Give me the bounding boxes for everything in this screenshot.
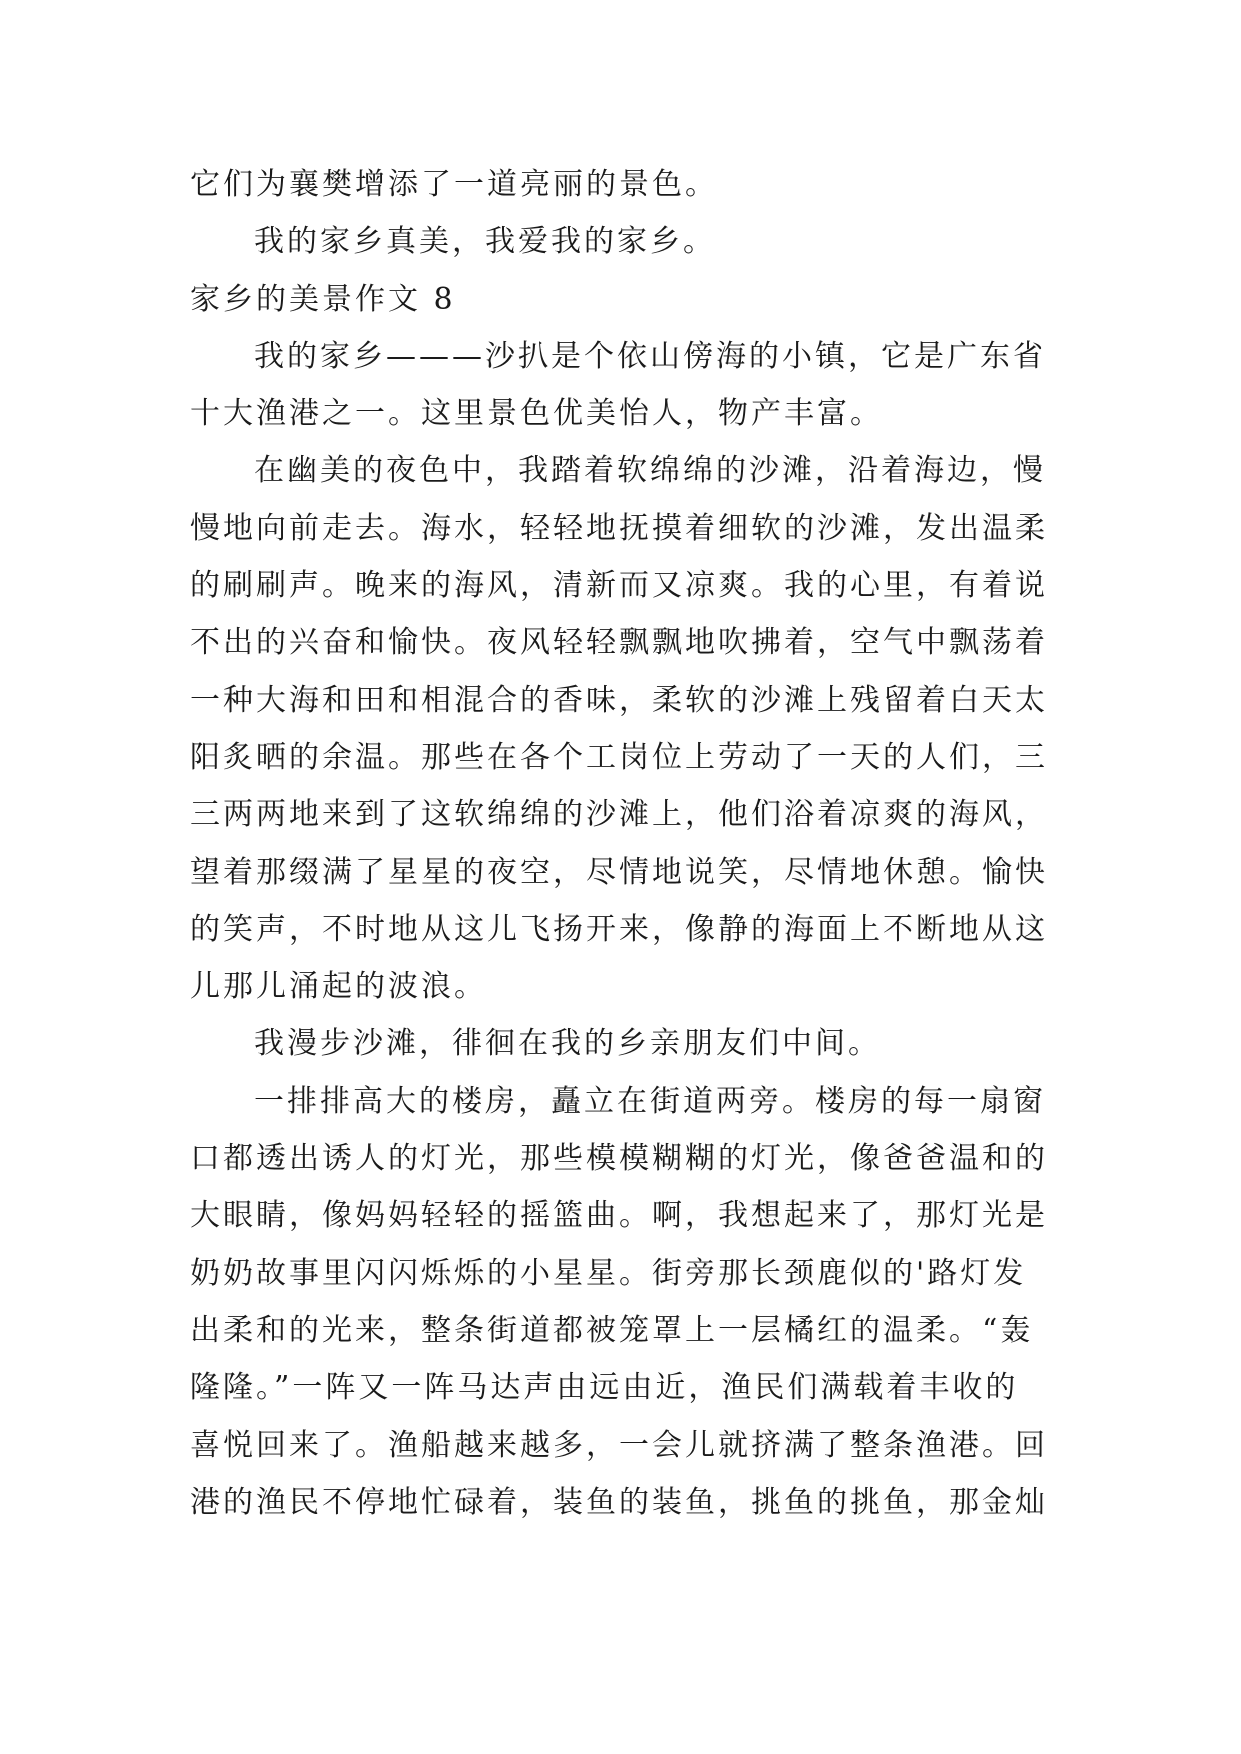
text-line: 三两两地来到了这软绵绵的沙滩上，他们浴着凉爽的海风， xyxy=(190,797,1048,833)
text-line: 口都透出诱人的灯光，那些模模糊糊的灯光，像爸爸温和的 xyxy=(190,1141,1048,1177)
text-line: 出柔和的光来，整条街道都被笼罩上一层橘红的温柔。“轰 xyxy=(190,1312,1034,1348)
text-line: 奶奶故事里闪闪烁烁的小星星。街旁那长颈鹿似的'路灯发 xyxy=(190,1255,1027,1291)
text-line: 儿那儿涌起的波浪。 xyxy=(190,969,487,1005)
text-line: 它们为襄樊增添了一道亮丽的景色。 xyxy=(190,167,718,202)
text-line: 一种大海和田和相混合的香味，柔软的沙滩上残留着白天太 xyxy=(190,682,1048,718)
text-line: 我的家乡真美，我爱我的家乡。 xyxy=(254,224,716,260)
text-line: 隆隆。”一阵又一阵马达声由远由近，渔民们满载着丰收的 xyxy=(190,1370,1019,1406)
document-body xyxy=(190,156,1050,1531)
text-line: 一排排高大的楼房，矗立在街道两旁。楼房的每一扇窗 xyxy=(254,1083,1046,1119)
text-line: 我漫步沙滩，徘徊在我的乡亲朋友们中间。 xyxy=(254,1026,881,1062)
text-line: 阳炙晒的余温。那些在各个工岗位上劳动了一天的人们，三 xyxy=(190,739,1048,775)
text-line: 的笑声，不时地从这儿飞扬开来，像静的海面上不断地从这 xyxy=(190,911,1048,947)
text-line: 的刷刷声。晚来的海风，清新而又凉爽。我的心里，有着说 xyxy=(190,568,1048,604)
text-line: 慢地向前走去。海水，轻轻地抚摸着细软的沙滩，发出温柔 xyxy=(190,510,1048,546)
text-line: 十大渔港之一。这里景色优美怡人，物产丰富。 xyxy=(190,396,883,432)
text-line: 不出的兴奋和愉快。夜风轻轻飘飘地吹拂着，空气中飘荡着 xyxy=(190,625,1048,661)
text-line: 喜悦回来了。渔船越来越多，一会儿就挤满了整条渔港。回 xyxy=(190,1427,1048,1463)
text-line: 望着那缀满了星星的夜空，尽情地说笑，尽情地休憩。愉快 xyxy=(190,854,1048,890)
text-line: 大眼睛，像妈妈轻轻的摇篮曲。啊，我想起来了，那灯光是 xyxy=(190,1198,1048,1234)
text-line: 港的渔民不停地忙碌着，装鱼的装鱼，挑鱼的挑鱼，那金灿 xyxy=(190,1484,1048,1520)
text-line: 在幽美的夜色中，我踏着软绵绵的沙滩，沿着海边，慢 xyxy=(254,453,1046,489)
text-line: 我的家乡———沙扒是个依山傍海的小镇，它是广东省 xyxy=(254,338,1046,374)
section-heading: 家乡的美景作文 8 xyxy=(190,281,456,317)
